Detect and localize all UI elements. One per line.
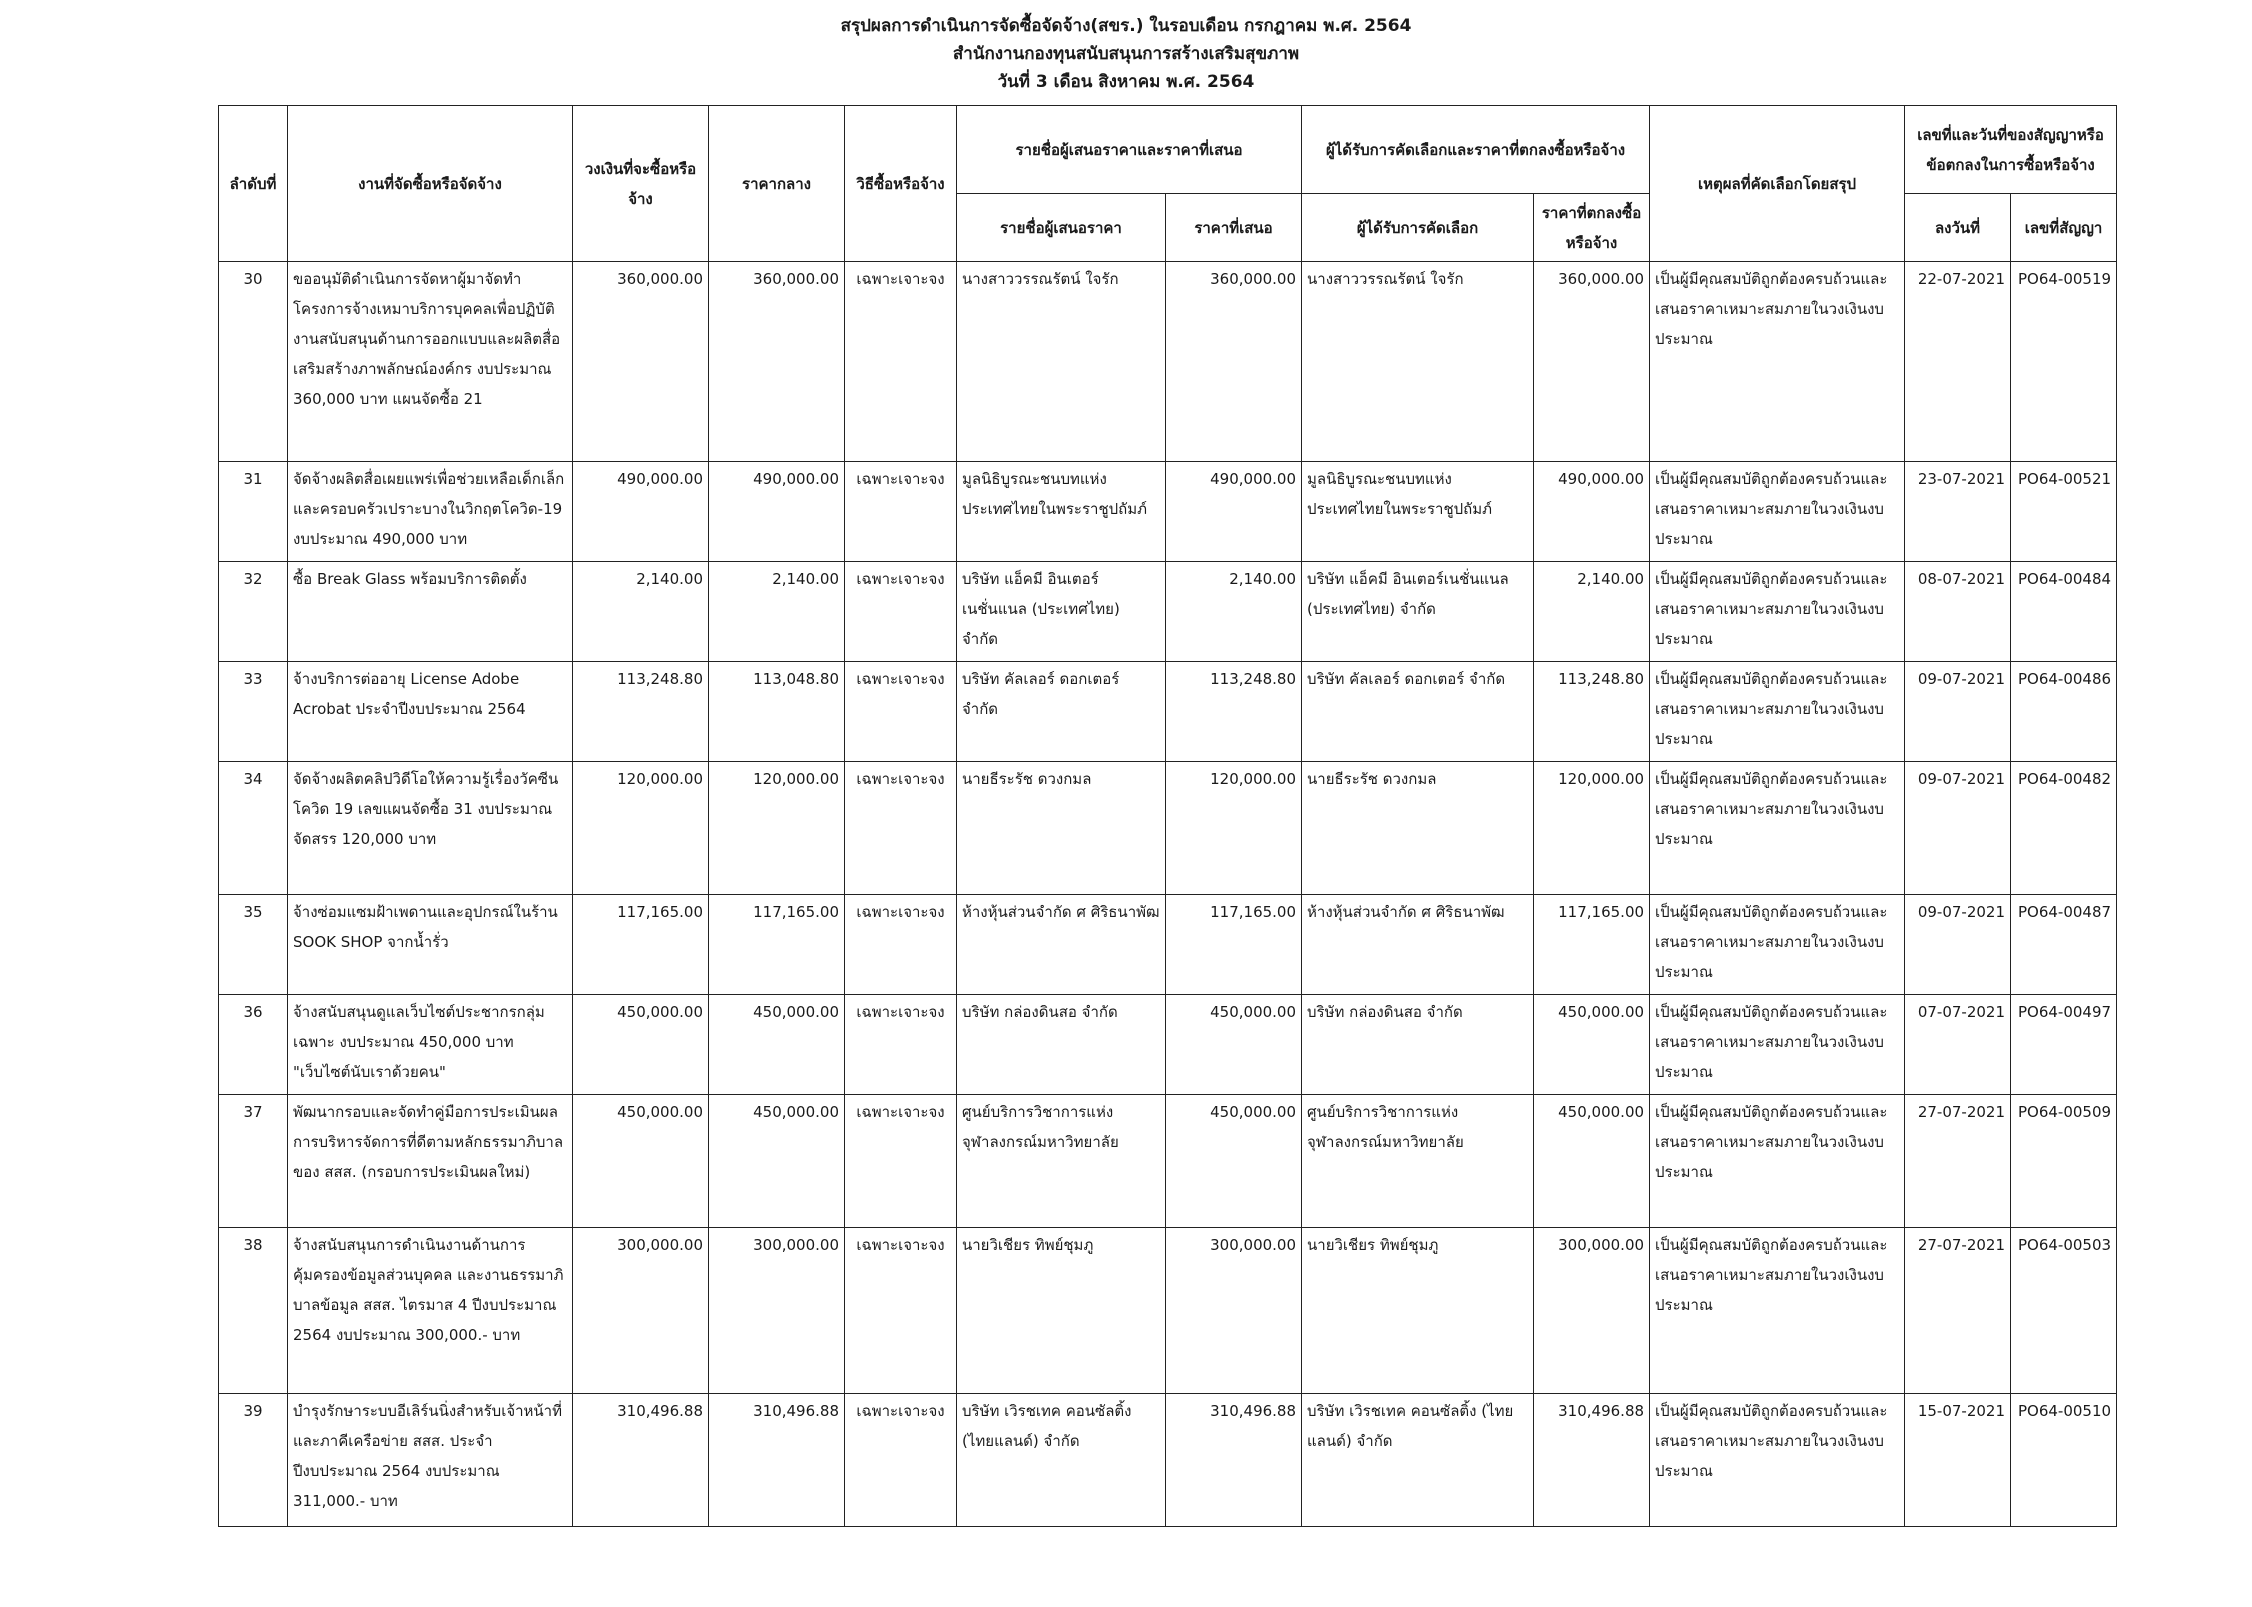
header-no: ลำดับที่ xyxy=(219,106,288,262)
selection-reason: เป็นผู้มีคุณสมบัติถูกต้องครบถ้วนและเสนอราคาเหมาะสมภายในวงเงินงบประมาณ xyxy=(1650,1394,1905,1527)
contract-date: 09-07-2021 xyxy=(1905,762,2011,895)
bidder-name: นายวิเชียร ทิพย์ชุมภู xyxy=(957,1228,1166,1394)
contract-number: PO64-00509 xyxy=(2011,1095,2117,1228)
selected-vendor: บริษัท แอ็คมี อินเตอร์เนชั่นแนล (ประเทศไทย) จำกัด xyxy=(1302,562,1534,662)
procurement-method: เฉพาะเจาะจง xyxy=(845,1228,957,1394)
bid-price: 300,000.00 xyxy=(1166,1228,1302,1394)
contract-number: PO64-00486 xyxy=(2011,662,2117,762)
table-row xyxy=(219,1228,2117,1394)
procurement-method: เฉพาะเจาะจง xyxy=(845,462,957,562)
selection-reason: เป็นผู้มีคุณสมบัติถูกต้องครบถ้วนและเสนอราคาเหมาะสมภายในวงเงินงบประมาณ xyxy=(1650,262,1905,462)
header-bid-price: ราคาที่เสนอ xyxy=(1166,194,1302,262)
budget-amount: 310,496.88 xyxy=(573,1394,709,1527)
selected-vendor: นางสาววรรณรัตน์ ใจรัก xyxy=(1302,262,1534,462)
selection-reason: เป็นผู้มีคุณสมบัติถูกต้องครบถ้วนและเสนอราคาเหมาะสมภายในวงเงินงบประมาณ xyxy=(1650,995,1905,1095)
budget-amount: 2,140.00 xyxy=(573,562,709,662)
agreed-price: 113,248.80 xyxy=(1534,662,1650,762)
procurement-method: เฉพาะเจาะจง xyxy=(845,1095,957,1228)
agreed-price: 2,140.00 xyxy=(1534,562,1650,662)
row-number: 32 xyxy=(219,562,288,662)
header-contract-group: เลขที่และวันที่ของสัญญาหรือข้อตกลงในการซื้อหรือจ้าง xyxy=(1905,106,2117,194)
budget-amount: 490,000.00 xyxy=(573,462,709,562)
contract-date: 23-07-2021 xyxy=(1905,462,2011,562)
bid-price: 2,140.00 xyxy=(1166,562,1302,662)
header-method: วิธีซื้อหรือจ้าง xyxy=(845,106,957,262)
contract-date: 27-07-2021 xyxy=(1905,1228,2011,1394)
selected-vendor: บริษัท กล่องดินสอ จำกัด xyxy=(1302,995,1534,1095)
agreed-price: 360,000.00 xyxy=(1534,262,1650,462)
median-price: 120,000.00 xyxy=(709,762,845,895)
bid-price: 450,000.00 xyxy=(1166,1095,1302,1228)
selected-vendor: นายวิเชียร ทิพย์ชุมภู xyxy=(1302,1228,1534,1394)
bidder-name: ห้างหุ้นส่วนจำกัด ศ ศิริธนาพัฒ xyxy=(957,895,1166,995)
bid-price: 113,248.80 xyxy=(1166,662,1302,762)
contract-number: PO64-00482 xyxy=(2011,762,2117,895)
bidder-name: บริษัท กล่องดินสอ จำกัด xyxy=(957,995,1166,1095)
row-number: 30 xyxy=(219,262,288,462)
agreed-price: 310,496.88 xyxy=(1534,1394,1650,1527)
header-agreed-price: ราคาที่ตกลงซื้อหรือจ้าง xyxy=(1534,194,1650,262)
document-header xyxy=(0,12,2252,96)
procurement-table xyxy=(218,105,2117,1527)
bid-price: 117,165.00 xyxy=(1166,895,1302,995)
work-description: จ้างซ่อมแซมฝ้าเพดานและอุปกรณ์ในร้าน SOOK SHOP จากน้ำรั่ว xyxy=(288,895,573,995)
median-price: 360,000.00 xyxy=(709,262,845,462)
agreed-price: 450,000.00 xyxy=(1534,995,1650,1095)
doc-agency: สำนักงานกองทุนสนับสนุนการสร้างเสริมสุขภาพ xyxy=(952,44,1300,64)
table-row xyxy=(219,1095,2117,1228)
selection-reason: เป็นผู้มีคุณสมบัติถูกต้องครบถ้วนและเสนอราคาเหมาะสมภายในวงเงินงบประมาณ xyxy=(1650,562,1905,662)
procurement-method: เฉพาะเจาะจง xyxy=(845,562,957,662)
selected-vendor: นายธีระรัช ดวงกมล xyxy=(1302,762,1534,895)
bid-price: 310,496.88 xyxy=(1166,1394,1302,1527)
median-price: 2,140.00 xyxy=(709,562,845,662)
contract-date: 15-07-2021 xyxy=(1905,1394,2011,1527)
median-price: 450,000.00 xyxy=(709,995,845,1095)
table-row xyxy=(219,662,2117,762)
header-bidders-group: รายชื่อผู้เสนอราคาและราคาที่เสนอ xyxy=(957,106,1302,194)
bid-price: 490,000.00 xyxy=(1166,462,1302,562)
agreed-price: 490,000.00 xyxy=(1534,462,1650,562)
median-price: 300,000.00 xyxy=(709,1228,845,1394)
bid-price: 360,000.00 xyxy=(1166,262,1302,462)
work-description: ซื้อ Break Glass พร้อมบริการติดตั้ง xyxy=(288,562,573,662)
bid-price: 120,000.00 xyxy=(1166,762,1302,895)
bid-price: 450,000.00 xyxy=(1166,995,1302,1095)
doc-title: สรุปผลการดำเนินการจัดซื้อจัดจ้าง(สขร.) ในรอบเดือน กรกฎาคม พ.ศ. 2564 xyxy=(840,16,1412,36)
agreed-price: 117,165.00 xyxy=(1534,895,1650,995)
table-row xyxy=(219,562,2117,662)
work-description: จัดจ้างผลิตสื่อเผยแพร่เพื่อช่วยเหลือเด็กเล็กและครอบครัวเปราะบางในวิกฤตโควิด-19 งบประมาณ 490,000 บาท xyxy=(288,462,573,562)
procurement-method: เฉพาะเจาะจง xyxy=(845,1394,957,1527)
contract-date: 09-07-2021 xyxy=(1905,662,2011,762)
doc-date: วันที่ 3 เดือน สิงหาคม พ.ศ. 2564 xyxy=(997,72,1255,92)
contract-number: PO64-00487 xyxy=(2011,895,2117,995)
work-description: จัดจ้างผลิตคลิปวิดีโอให้ความรู้เรื่องวัคซีนโควิด 19 เลขแผนจัดซื้อ 31 งบประมาณจัดสรร 120,000 บาท xyxy=(288,762,573,895)
work-description: บำรุงรักษาระบบอีเลิร์นนิ่งสำหรับเจ้าหน้าที่ และภาคีเครือข่าย สสส. ประจำปีงบประมาณ 2564 งบประมาณ 311,000.- บาท xyxy=(288,1394,573,1527)
procurement-method: เฉพาะเจาะจง xyxy=(845,762,957,895)
contract-date: 27-07-2021 xyxy=(1905,1095,2011,1228)
selection-reason: เป็นผู้มีคุณสมบัติถูกต้องครบถ้วนและเสนอราคาเหมาะสมภายในวงเงินงบประมาณ xyxy=(1650,662,1905,762)
contract-date: 07-07-2021 xyxy=(1905,995,2011,1095)
median-price: 310,496.88 xyxy=(709,1394,845,1527)
agreed-price: 450,000.00 xyxy=(1534,1095,1650,1228)
agreed-price: 300,000.00 xyxy=(1534,1228,1650,1394)
median-price: 113,048.80 xyxy=(709,662,845,762)
table-row xyxy=(219,762,2117,895)
selected-vendor: บริษัท คัลเลอร์ ดอกเตอร์ จำกัด xyxy=(1302,662,1534,762)
budget-amount: 360,000.00 xyxy=(573,262,709,462)
contract-number: PO64-00497 xyxy=(2011,995,2117,1095)
header-budget: วงเงินที่จะซื้อหรือจ้าง xyxy=(573,106,709,262)
work-description: จ้างสนับสนุนดูแลเว็บไซต์ประชากรกลุ่มเฉพาะ งบประมาณ 450,000 บาท "เว็บไซต์นับเราด้วยคน" xyxy=(288,995,573,1095)
row-number: 36 xyxy=(219,995,288,1095)
agreed-price: 120,000.00 xyxy=(1534,762,1650,895)
selection-reason: เป็นผู้มีคุณสมบัติถูกต้องครบถ้วนและเสนอราคาเหมาะสมภายในวงเงินงบประมาณ xyxy=(1650,1228,1905,1394)
contract-date: 22-07-2021 xyxy=(1905,262,2011,462)
header-reason: เหตุผลที่คัดเลือกโดยสรุป xyxy=(1650,106,1905,262)
work-description: จ้างสนับสนุนการดำเนินงานด้านการคุ้มครองข้อมูลส่วนบุคคล และงานธรรมาภิบาลข้อมูล สสส. ไตรมาส 4 ปีงบประมาณ 2564 งบประมาณ 300,000.- บาท xyxy=(288,1228,573,1394)
selection-reason: เป็นผู้มีคุณสมบัติถูกต้องครบถ้วนและเสนอราคาเหมาะสมภายในวงเงินงบประมาณ xyxy=(1650,762,1905,895)
bidder-name: บริษัท เวิรชเทค คอนซัลติ้ง (ไทยแลนด์) จำกัด xyxy=(957,1394,1166,1527)
budget-amount: 450,000.00 xyxy=(573,1095,709,1228)
header-contract-no: เลขที่สัญญา xyxy=(2011,194,2117,262)
work-description: พัฒนากรอบและจัดทำคู่มือการประเมินผลการบริหารจัดการที่ดีตามหลักธรรมาภิบาล ของ สสส. (กรอบการประเมินผลใหม่) xyxy=(288,1095,573,1228)
procurement-method: เฉพาะเจาะจง xyxy=(845,262,957,462)
budget-amount: 117,165.00 xyxy=(573,895,709,995)
contract-number: PO64-00519 xyxy=(2011,262,2117,462)
median-price: 117,165.00 xyxy=(709,895,845,995)
contract-number: PO64-00510 xyxy=(2011,1394,2117,1527)
procurement-method: เฉพาะเจาะจง xyxy=(845,895,957,995)
work-description: จ้างบริการต่ออายุ License Adobe Acrobat ประจำปีงบประมาณ 2564 xyxy=(288,662,573,762)
median-price: 450,000.00 xyxy=(709,1095,845,1228)
bidder-name: นางสาววรรณรัตน์ ใจรัก xyxy=(957,262,1166,462)
contract-date: 09-07-2021 xyxy=(1905,895,2011,995)
row-number: 33 xyxy=(219,662,288,762)
row-number: 31 xyxy=(219,462,288,562)
selection-reason: เป็นผู้มีคุณสมบัติถูกต้องครบถ้วนและเสนอราคาเหมาะสมภายในวงเงินงบประมาณ xyxy=(1650,462,1905,562)
table-row xyxy=(219,1394,2117,1527)
median-price: 490,000.00 xyxy=(709,462,845,562)
selected-vendor: บริษัท เวิรชเทค คอนซัลติ้ง (ไทยแลนด์) จำกัด xyxy=(1302,1394,1534,1527)
bidder-name: มูลนิธิบูรณะชนบทแห่งประเทศไทยในพระราชูปถัมภ์ xyxy=(957,462,1166,562)
bidder-name: ศูนย์บริการวิชาการแห่งจุฬาลงกรณ์มหาวิทยาลัย xyxy=(957,1095,1166,1228)
procurement-method: เฉพาะเจาะจง xyxy=(845,662,957,762)
row-number: 34 xyxy=(219,762,288,895)
contract-number: PO64-00503 xyxy=(2011,1228,2117,1394)
selection-reason: เป็นผู้มีคุณสมบัติถูกต้องครบถ้วนและเสนอราคาเหมาะสมภายในวงเงินงบประมาณ xyxy=(1650,895,1905,995)
row-number: 35 xyxy=(219,895,288,995)
header-work: งานที่จัดซื้อหรือจัดจ้าง xyxy=(288,106,573,262)
table-row xyxy=(219,995,2117,1095)
contract-number: PO64-00521 xyxy=(2011,462,2117,562)
selected-vendor: มูลนิธิบูรณะชนบทแห่งประเทศไทยในพระราชูปถัมภ์ xyxy=(1302,462,1534,562)
selected-vendor: ห้างหุ้นส่วนจำกัด ศ ศิริธนาพัฒ xyxy=(1302,895,1534,995)
contract-date: 08-07-2021 xyxy=(1905,562,2011,662)
row-number: 38 xyxy=(219,1228,288,1394)
bidder-name: บริษัท คัลเลอร์ ดอกเตอร์ จำกัด xyxy=(957,662,1166,762)
header-selected-name: ผู้ได้รับการคัดเลือก xyxy=(1302,194,1534,262)
bidder-name: นายธีระรัช ดวงกมล xyxy=(957,762,1166,895)
bidder-name: บริษัท แอ็คมี อินเตอร์เนชั่นแนล (ประเทศไทย) จำกัด xyxy=(957,562,1166,662)
procurement-method: เฉพาะเจาะจง xyxy=(845,995,957,1095)
header-median-price: ราคากลาง xyxy=(709,106,845,262)
work-description: ขออนุมัติดำเนินการจัดหาผู้มาจัดทำโครงการจ้างเหมาบริการบุคคลเพื่อปฏิบัติงานสนับสนุนด้านการออกแบบและผลิตสื่อเสริมสร้างภาพลักษณ์องค์กร งบประมาณ 360,000 บาท แผนจัดซื้อ 21 xyxy=(288,262,573,462)
budget-amount: 450,000.00 xyxy=(573,995,709,1095)
budget-amount: 120,000.00 xyxy=(573,762,709,895)
header-selected-group: ผู้ได้รับการคัดเลือกและราคาที่ตกลงซื้อหรือจ้าง xyxy=(1302,106,1650,194)
row-number: 37 xyxy=(219,1095,288,1228)
budget-amount: 300,000.00 xyxy=(573,1228,709,1394)
selected-vendor: ศูนย์บริการวิชาการแห่งจุฬาลงกรณ์มหาวิทยาลัย xyxy=(1302,1095,1534,1228)
row-number: 39 xyxy=(219,1394,288,1527)
header-bidder-name: รายชื่อผู้เสนอราคา xyxy=(957,194,1166,262)
table-row xyxy=(219,462,2117,562)
contract-number: PO64-00484 xyxy=(2011,562,2117,662)
table-row xyxy=(219,262,2117,462)
table-row xyxy=(219,895,2117,995)
selection-reason: เป็นผู้มีคุณสมบัติถูกต้องครบถ้วนและเสนอราคาเหมาะสมภายในวงเงินงบประมาณ xyxy=(1650,1095,1905,1228)
budget-amount: 113,248.80 xyxy=(573,662,709,762)
header-contract-date: ลงวันที่ xyxy=(1905,194,2011,262)
